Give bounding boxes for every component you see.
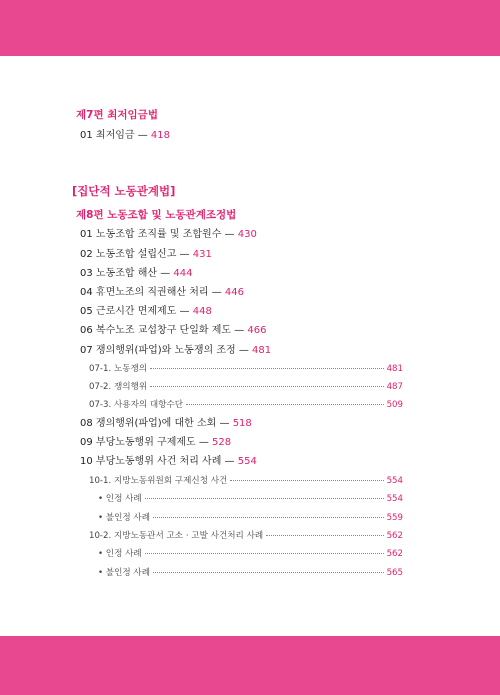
toc-entry-label: 09 부당노동행위 구제제도 — <box>80 437 213 448</box>
top-color-band <box>0 0 500 56</box>
toc-entry[interactable] <box>80 326 266 336</box>
toc-entry-page: 518 <box>232 418 252 429</box>
toc-subentry-label: 07-3. 사용자의 대항수단 <box>89 400 184 410</box>
toc-entry-label: 01 노동조합 조직률 및 조합원수 — <box>80 229 238 240</box>
toc-subentry-page: 565 <box>386 568 403 578</box>
toc-subentry[interactable] <box>89 401 403 410</box>
toc-subentry-label: • 인정 사례 <box>98 549 142 559</box>
toc-subentry[interactable] <box>98 495 403 504</box>
toc-entry[interactable] <box>80 131 170 141</box>
toc-entry[interactable] <box>80 269 193 279</box>
part8-title: 제8편 노동조합 및 노동관계조정법 <box>76 209 237 221</box>
toc-entry[interactable] <box>80 230 257 240</box>
toc-subentry-page: 509 <box>386 400 403 410</box>
toc-entry-label: 03 노동조합 해산 — <box>80 268 174 279</box>
toc-entry-page: 481 <box>252 345 272 356</box>
toc-entry-page: 446 <box>224 287 244 298</box>
toc-subentry-label: 10-1. 지방노동위원회 구제신청 사건 <box>89 476 228 486</box>
toc-subentry-label: 07-2. 쟁의행위 <box>89 382 148 392</box>
toc-subentry-label: • 불인정 사례 <box>98 568 151 578</box>
toc-entry[interactable] <box>80 250 212 260</box>
dot-leader <box>150 368 383 369</box>
toc-entry-page: 554 <box>237 456 257 467</box>
toc-entry-page: 528 <box>212 437 232 448</box>
toc-entry-page: 466 <box>247 325 267 336</box>
toc-subentry-page: 554 <box>386 476 403 486</box>
toc-entry[interactable] <box>80 307 212 317</box>
toc-entry[interactable] <box>80 419 252 429</box>
dot-leader <box>150 386 383 387</box>
part7-title: 제7편 최저임금법 <box>76 109 158 121</box>
toc-subentry-label: 07-1. 노동쟁의 <box>89 364 148 374</box>
toc-entry[interactable] <box>80 288 244 298</box>
toc-entry-page: 430 <box>237 229 257 240</box>
toc-entry-label: 01 최저임금 — <box>80 130 151 141</box>
toc-subentry[interactable] <box>98 569 403 578</box>
dot-leader <box>145 498 384 499</box>
bottom-color-band <box>0 636 500 695</box>
toc-entry-label: 06 복수노조 교섭창구 단일화 제도 — <box>80 325 248 336</box>
dot-leader <box>230 480 383 481</box>
toc-entry-label: 02 노동조합 설립신고 — <box>80 249 193 260</box>
section-title: [집단적 노동관계법] <box>72 184 176 198</box>
toc-subentry[interactable] <box>89 365 403 374</box>
dot-leader <box>145 553 384 554</box>
toc-entry-page: 448 <box>192 306 212 317</box>
toc-subentry-label: • 불인정 사례 <box>98 513 151 523</box>
toc-entry[interactable] <box>80 457 257 467</box>
toc-entry-label: 08 쟁의행위(파업)에 대한 소회 — <box>80 418 233 429</box>
toc-subentry[interactable] <box>98 514 403 523</box>
toc-entry-label: 05 근로시간 면제제도 — <box>80 306 193 317</box>
dot-leader <box>186 404 383 405</box>
toc-subentry-page: 487 <box>386 382 403 392</box>
toc-entry-label: 10 부당노동행위 사건 처리 사례 — <box>80 456 238 467</box>
toc-subentry[interactable] <box>89 477 403 486</box>
toc-subentry[interactable] <box>98 550 403 559</box>
toc-subentry-label: • 인정 사례 <box>98 494 142 504</box>
toc-entry-page: 444 <box>173 268 193 279</box>
toc-subentry-page: 562 <box>386 531 403 541</box>
toc-entry-label: 07 쟁의행위(파업)와 노동쟁의 조정 — <box>80 345 253 356</box>
toc-entry-page: 418 <box>150 130 170 141</box>
toc-subentry-page: 562 <box>386 549 403 559</box>
toc-subentry[interactable] <box>89 532 403 541</box>
toc-entry[interactable] <box>80 438 231 448</box>
toc-entry-page: 431 <box>192 249 212 260</box>
toc-subentry-page: 481 <box>386 364 403 374</box>
dot-leader <box>153 572 384 573</box>
toc-entry[interactable] <box>80 346 271 356</box>
dot-leader <box>153 517 384 518</box>
toc-subentry-page: 554 <box>386 494 403 504</box>
toc-subentry-page: 559 <box>386 513 403 523</box>
toc-entry-label: 04 휴면노조의 직권해산 처리 — <box>80 287 225 298</box>
dot-leader <box>266 535 383 536</box>
toc-subentry-label: 10-2. 지방노동관서 고소 · 고발 사건처리 사례 <box>89 531 264 541</box>
toc-subentry[interactable] <box>89 383 403 392</box>
